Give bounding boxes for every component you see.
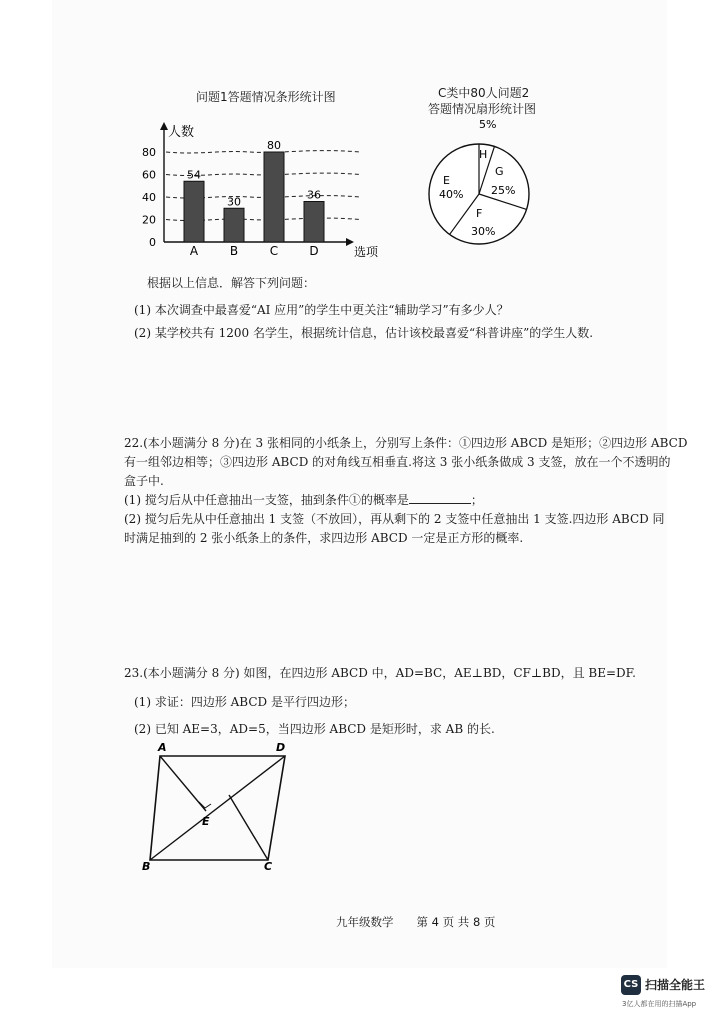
vertex-B: B <box>142 860 151 873</box>
y-tick-label: 80 <box>142 146 156 159</box>
camscanner-logo: CS <box>621 975 641 995</box>
bar-C <box>264 152 284 242</box>
q23-part2: (2) 已知 AE=3，AD=5，当四边形 ABCD 是矩形时，求 AB 的长. <box>134 722 495 736</box>
q21-part2: (2) 某学校共有 1200 名学生，根据统计信息，估计该校最喜爱“科普讲座”的学生人数. <box>134 326 594 340</box>
y-tick-label: 20 <box>142 213 156 227</box>
bar-D <box>304 202 324 243</box>
vertex-A: A <box>158 741 167 754</box>
q22-stem-line3: 盒子中. <box>124 474 164 488</box>
q22-part2-line1: (2) 搅匀后先从中任意抽出 1 支签（不放回），再从剩下的 2 支签中任意抽出 1 支签.四边形 ABCD 同 <box>124 512 665 526</box>
y-axis-label: 人数 <box>168 125 195 140</box>
q23-part1: (1) 求证：四边形 ABCD 是平行四边形； <box>134 695 355 709</box>
point-E: E <box>202 815 210 828</box>
pie-label-H-pct: 5% <box>479 118 497 131</box>
page-footer: 九年级数学 第 4 页 共 8 页 <box>336 915 496 929</box>
y-tick-label: 60 <box>142 168 156 182</box>
camscanner-name: 扫描全能王 <box>645 978 706 992</box>
vertex-C: C <box>264 860 273 873</box>
pie-chart-title-line2: 答题情况扇形统计图 <box>428 102 537 116</box>
pie-label-F-pct: 30% <box>471 225 496 238</box>
pie-label-G: G <box>495 165 504 178</box>
bar-value-label-B: 30 <box>227 195 241 209</box>
q21-intro: 根据以上信息．解答下列问题： <box>147 276 316 290</box>
bar-value-label-A: 54 <box>187 168 201 182</box>
q23-stem: 23.(本小题满分 8 分) 如图，在四边形 ABCD 中，AD=BC，AE⊥BD，CF⊥BD，且 BE=DF. <box>124 666 636 680</box>
bar-value-label-D: 36 <box>307 188 321 202</box>
q22-part1-end: ； <box>470 493 483 507</box>
q22-stem-line1: 22.(本小题满分 8 分)在 3 张相同的小纸条上，分别写上条件：①四边形 ABCD 是矩形；②四边形 ABCD <box>124 436 688 450</box>
gridline <box>166 151 360 153</box>
diagonal-BD <box>150 756 285 860</box>
x-axis-arrow <box>346 238 354 246</box>
vertex-D: D <box>276 741 286 754</box>
bar-value-label-C: 80 <box>267 139 281 152</box>
bar-A <box>184 181 204 242</box>
q21-part1: (1) 本次调查中最喜爱“AI 应用”的学生中更关注“辅助学习”有多少人？ <box>134 303 509 317</box>
pie-label-G-pct: 25% <box>491 184 516 197</box>
q22-stem-line2: 有一组邻边相等；③四边形 ABCD 的对角线互相垂直.将这 3 张小纸条做成 3 支签，放在一个不透明的 <box>124 455 671 469</box>
q23-figure <box>138 738 308 878</box>
camscanner-tagline: 3亿人都在用的扫描App <box>622 1000 697 1008</box>
q22-part2-line2: 时满足抽到的 2 张小纸条上的条件，求四边形 ABCD 一定是正方形的概率. <box>124 531 524 545</box>
x-category-label-B: B <box>229 244 239 258</box>
pie-chart-title-line1: C类中80人问题2 <box>438 86 530 100</box>
pie-chart <box>424 114 536 256</box>
x-category-label-D: D <box>309 244 319 258</box>
bar-chart <box>140 118 400 266</box>
x-axis-label: 选项 <box>354 245 379 259</box>
q22-part1 <box>124 491 483 508</box>
segment-CF <box>229 795 268 860</box>
y-axis-arrow <box>160 122 168 130</box>
pie-label-F: F <box>476 207 483 220</box>
bar-chart-title: 问题1答题情况条形统计图 <box>196 90 336 104</box>
pie-label-H: H <box>479 148 488 161</box>
x-category-label-C: C <box>269 244 279 258</box>
q22-part1-text: (1) 搅匀后从中任意抽出一支签，抽到条件①的概率是 <box>124 493 409 507</box>
x-category-label-A: A <box>189 244 199 258</box>
pie-label-E-pct: 40% <box>439 188 464 201</box>
pie-label-E: E <box>443 174 450 187</box>
y-tick-label: 40 <box>142 191 156 204</box>
answer-blank <box>409 491 471 504</box>
y-tick-label: 0 <box>149 236 156 249</box>
bar-B <box>224 208 244 242</box>
